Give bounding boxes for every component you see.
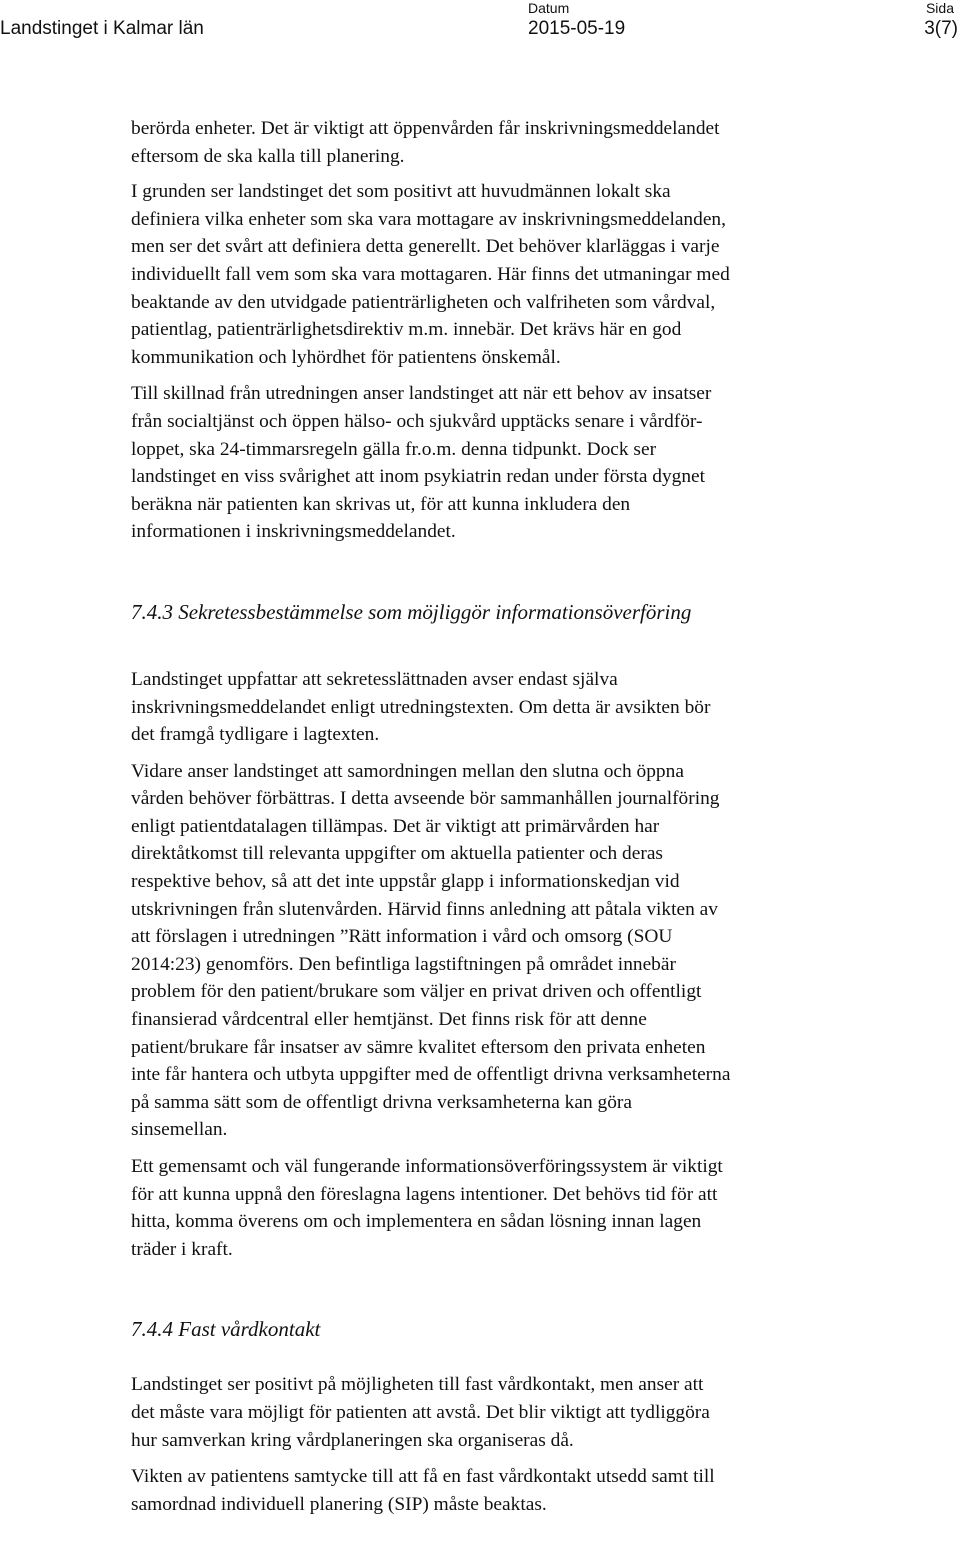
section-heading-7-4-4: 7.4.4 Fast vårdkontakt: [131, 1317, 321, 1342]
text-line: det måste vara möjligt för patienten att avstå. Det blir viktigt att tydliggöra: [131, 1401, 710, 1423]
text-line: patientlag, patienträrlighetsdirektiv m.m. innebär. Det krävs här en god: [131, 319, 682, 341]
page-label: Sida: [925, 0, 954, 16]
page-number: 3(7): [924, 18, 958, 39]
text-line: Vidare anser landstinget att samordningen mellan den slutna och öppna: [131, 760, 684, 782]
text-line: beräkna när patienten kan skrivas ut, för att kunna inkludera den: [131, 493, 631, 515]
text-line: 2014:23) genomförs. Den befintliga lagstiftningen på området innebär: [131, 953, 676, 975]
text-line: kommunikation och lyhördhet för patientens önskemål.: [131, 346, 561, 368]
text-line: inte får hantera och utbyta uppgifter med de offentligt drivna verksamheterna: [131, 1064, 731, 1086]
text-line: problem för den patient/brukare som väljer en privat driven och offentligt: [131, 981, 702, 1003]
paragraph: [131, 178, 901, 371]
text-line: samordnad individuell planering (SIP) måste beaktas.: [131, 1493, 547, 1515]
document-body: [131, 115, 901, 1527]
organization-name: Landstinget i Kalmar län: [0, 18, 204, 39]
text-line: men ser det svårt att definiera detta generellt. Det behöver klarläggas i varje: [131, 236, 720, 258]
text-line: vården behöver förbättras. I detta avseende bör sammanhållen journalföring: [131, 788, 720, 810]
text-line: eftersom de ska kalla till planering.: [131, 145, 405, 167]
paragraph: [131, 1153, 901, 1263]
text-line: informationen i inskrivningsmeddelandet.: [131, 521, 456, 543]
text-line: Till skillnad från utredningen anser landstinget att när ett behov av insatser: [131, 383, 712, 405]
paragraph: [131, 1371, 901, 1454]
text-line: sinsemellan.: [131, 1119, 228, 1141]
text-line: hitta, komma överens om och implementera en sådan lösning innan lagen: [131, 1211, 702, 1233]
paragraph: [131, 666, 901, 749]
text-line: finansierad vårdcentral eller hemtjänst. Det finns risk för att denne: [131, 1009, 647, 1031]
text-line: beaktande av den utvidgade patienträrligheten och valfriheten som vårdval,: [131, 291, 716, 313]
section-heading-7-4-3: 7.4.3 Sekretessbestämmelse som möjliggör informationsöverföring: [131, 599, 692, 624]
text-line: landstinget en viss svårighet att inom psykiatrin redan under första dygnet: [131, 466, 706, 488]
text-line: individuellt fall vem som ska vara mottagaren. Här finns det utmaningar med: [131, 263, 730, 285]
date-label: Datum: [528, 0, 570, 16]
paragraph: [131, 115, 901, 170]
text-line: enligt patientdatalagen tillämpas. Det är viktigt att primärvården har: [131, 815, 660, 837]
text-line: det framgå tydligare i lagtexten.: [131, 724, 380, 746]
text-line: patient/brukare får insatser av sämre kvalitet eftersom den privata enheten: [131, 1036, 706, 1058]
text-line: Vikten av patientens samtycke till att få en fast vårdkontakt utsedd samt till: [131, 1466, 715, 1488]
text-line: definiera vilka enheter som ska vara mottagare av inskrivningsmeddelanden,: [131, 208, 726, 230]
paragraph: [131, 758, 901, 1144]
text-line: loppet, ska 24-timmarsregeln gälla fr.o.m. denna tidpunkt. Dock ser: [131, 438, 657, 460]
text-line: från socialtjänst och öppen hälso- och sjukvård upptäcks senare i vårdför-: [131, 410, 703, 432]
text-line: Landstinget uppfattar att sekretesslättnaden avser endast själva: [131, 668, 618, 690]
text-line: Ett gemensamt och väl fungerande informationsöverföringssystem är viktigt: [131, 1156, 723, 1177]
text-line: för att kunna uppnå den föreslagna lagens intentioner. Det behövs tid för att: [131, 1183, 718, 1205]
text-line: utskrivningen från slutenvården. Härvid finns anledning att påtala vikten av: [131, 898, 718, 920]
text-line: I grunden ser landstinget det som positivt att huvudmännen lokalt ska: [131, 181, 671, 203]
text-line: på samma sätt som de offentligt drivna verksamheterna kan göra: [131, 1091, 632, 1113]
text-line: berörda enheter. Det är viktigt att öppenvården får inskrivningsmeddelandet: [131, 118, 720, 139]
text-line: inskrivningsmeddelandet enligt utredningstexten. Om detta är avsikten bör: [131, 696, 711, 718]
text-line: hur samverkan kring vårdplaneringen ska organiseras då.: [131, 1429, 574, 1451]
text-line: Landstinget ser positivt på möjligheten till fast vårdkontakt, men anser att: [131, 1374, 704, 1396]
text-line: respektive behov, så att det inte uppstår glapp i informationskedjan vid: [131, 871, 680, 893]
date-value: 2015-05-19: [528, 18, 626, 39]
text-line: att förslagen i utredningen ”Rätt information i vård och omsorg (SOU: [131, 926, 673, 948]
text-line: direktåtkomst till relevanta uppgifter om aktuella patienter och deras: [131, 843, 663, 865]
paragraph: [131, 1463, 901, 1518]
text-line: träder i kraft.: [131, 1238, 233, 1260]
paragraph: [131, 380, 901, 546]
